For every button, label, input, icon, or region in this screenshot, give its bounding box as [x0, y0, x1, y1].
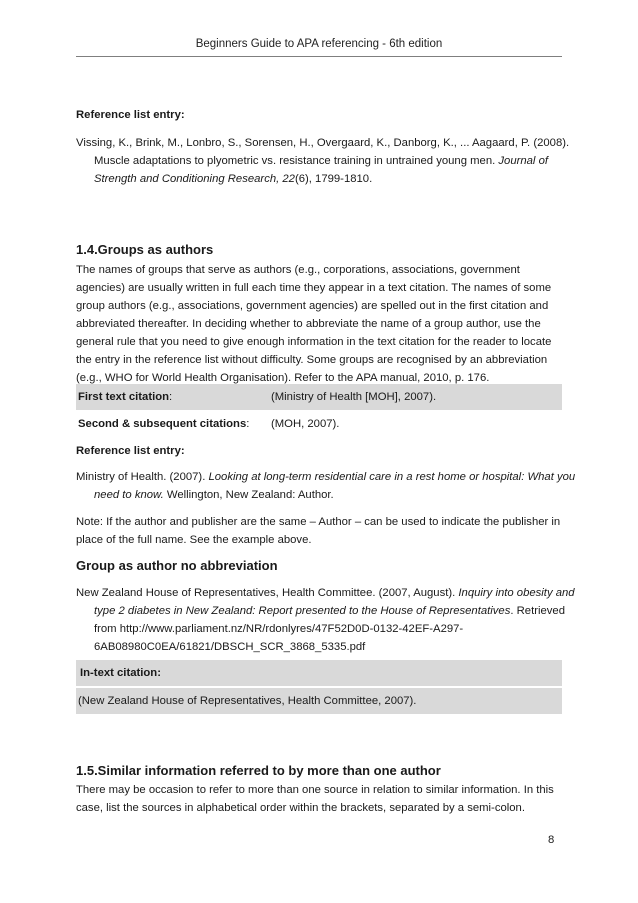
section-body-groups-as-authors: The names of groups that serve as authors (e.g., corporations, associations, government agencies) are usually written in full each time they appear in a text citation. The names of some group authors (e.g., associations, government agencies) are spelled out in the first citation and abbreviated thereafter. In deciding whether to abbreviate the name of a group author, use the general rule that you need to give enough information in the text citation for the reader to locate the entry in the reference list without difficulty. Some groups are recognised by an abbreviation (e.g., WHO for World Health Organisation). Refer to the APA manual, 2010, p. 176. — [76, 264, 552, 384]
first-text-citation-label: First text citation: — [78, 391, 173, 403]
reference-title-nz-house: Inquiry into obesity and type 2 diabetes in New Zealand: Report presented to the House of Representatives — [94, 587, 575, 617]
reference-rest: (6), 1799-1810. — [294, 173, 373, 185]
reference-entry-moh — [76, 468, 580, 504]
running-header: Beginners Guide to APA referencing - 6th edition — [195, 38, 443, 50]
subsequent-citation-value: (MOH, 2007). — [271, 418, 340, 430]
reference-rest-nz-house: . Retrieved from http://www.parliament.nz/NR/rdonlyres/47F52D0D-0132-42EF-A297-6AB08980C0EA/61821/DBSCH_SCR_3868_5335.pdf — [94, 605, 565, 653]
section-body-similar-information: There may be occasion to refer to more than one source in relation to similar information. In this case, list the sources in alphabetical order within the brackets, separated by a semi-colon. — [76, 784, 554, 814]
reference-entry-nz-house — [76, 584, 580, 656]
section-heading-groups-as-authors: 1.4.Groups as authors — [76, 242, 214, 257]
first-text-citation-row — [76, 384, 562, 410]
section-heading-similar-information: 1.5.Similar information referred to by more than one author — [76, 763, 441, 778]
author-publisher-note: Note: If the author and publisher are the same – Author – can be used to indicate the publisher in place of the full name. See the example above. — [76, 516, 561, 546]
reference-journal: Journal of Strength and Conditioning Research, 22 — [94, 155, 549, 185]
reference-author-moh: Ministry of Health. (2007). — [76, 471, 209, 483]
reference-entry-vissing — [76, 134, 580, 188]
reference-rest-moh: Wellington, New Zealand: Author. — [163, 489, 334, 501]
subsequent-citation-row — [76, 411, 562, 437]
reference-authors: Vissing, K., Brink, M., Lonbro, S., Sorensen, H., Overgaard, K., Danborg, K., ... Aagaard, P. (2008). Muscle adaptations to plyometric vs. resistance training in untrained young men. — [76, 137, 570, 167]
page-number: 8 — [548, 834, 555, 846]
in-text-citation-value: (New Zealand House of Representatives, Health Committee, 2007). — [76, 688, 562, 714]
in-text-citation-box — [76, 660, 562, 714]
subsequent-citation-label: Second & subsequent citations: — [78, 418, 250, 430]
section-heading-no-abbreviation: Group as author no abbreviation — [76, 558, 278, 573]
first-text-citation-value: (Ministry of Health [MOH], 2007). — [271, 391, 437, 403]
reference-list-label-moh: Reference list entry: — [76, 445, 185, 457]
in-text-citation-label: In-text citation: — [76, 660, 562, 686]
reference-title-moh: Looking at long-term residential care in a rest home or hospital: What you need to know. — [94, 471, 576, 501]
reference-author-nz-house: New Zealand House of Representatives, Health Committee. (2007, August). — [76, 587, 459, 599]
header-rule — [76, 56, 562, 57]
reference-list-label: Reference list entry: — [76, 109, 185, 121]
